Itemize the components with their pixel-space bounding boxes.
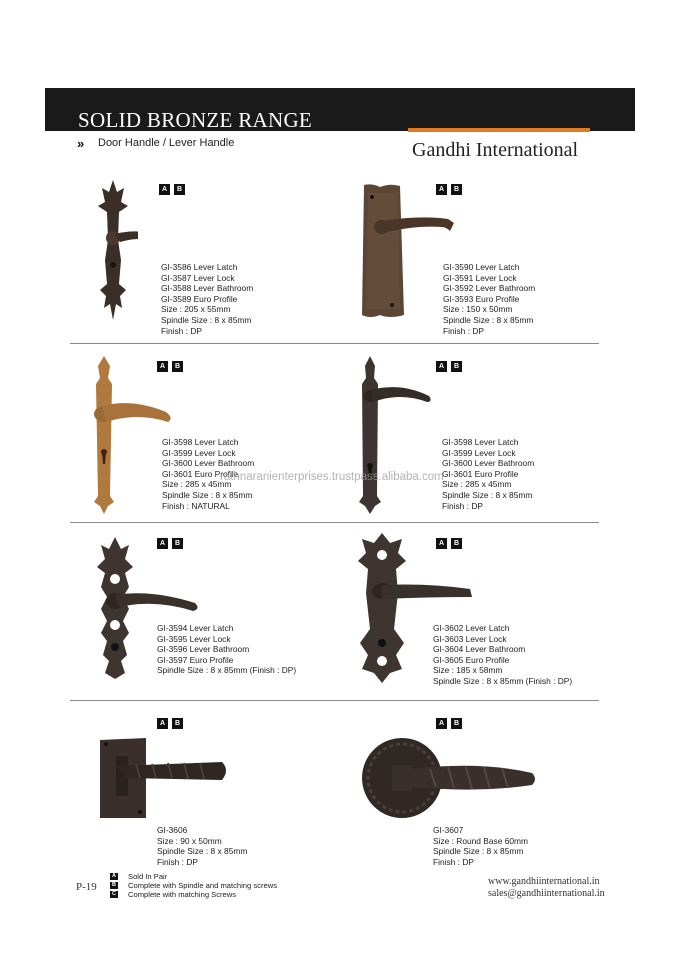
website-link[interactable]: www.gandhiinternational.in xyxy=(488,876,600,887)
badge-b: B xyxy=(451,361,462,372)
legend-note: A Sold In Pair xyxy=(112,872,168,881)
product-image-gi-3607 xyxy=(360,733,538,823)
product-spec: GI-3606 Size : 90 x 50mm Spindle Size : 8 x 85mm Finish : DP xyxy=(157,825,248,867)
row-divider xyxy=(70,700,599,701)
product-spec: GI-3598 Lever Latch GI-3599 Lever Lock GI-3600 Lever Bathroom GI-3601 Euro Profile Size : 285 x 45mm Spindle Size : 8 x 85mm Finish : DP xyxy=(442,437,535,511)
page-number: P-19 xyxy=(76,881,97,893)
section-subtitle: Door Handle / Lever Handle xyxy=(98,137,235,149)
product-spec: GI-3607 Size : Round Base 60mm Spindle Size : 8 x 85mm Finish : DP xyxy=(433,825,528,867)
contact-info xyxy=(488,876,605,900)
product-spec: GI-3594 Lever Latch GI-3595 Lever Lock GI-3596 Lever Bathroom GI-3597 Euro Profile Spindle Size : 8 x 85mm (Finish : DP) xyxy=(157,623,297,676)
chevron-right-icon: » xyxy=(77,136,83,151)
brand-name: Gandhi International xyxy=(412,139,579,161)
product-spec: GI-3590 Lever Latch GI-3591 Lever Lock GI-3592 Lever Bathroom GI-3593 Euro Profile Size : 150 x 50mm Spindle Size : 8 x 85mm Finish : DP xyxy=(443,262,536,336)
row-divider xyxy=(70,343,599,344)
badge-b: B xyxy=(174,184,185,195)
badge-a: A xyxy=(159,184,170,195)
email-link[interactable]: sales@gandhiinternational.in xyxy=(488,888,605,899)
product-spec: GI-3598 Lever Latch GI-3599 Lever Lock GI-3600 Lever Bathroom GI-3601 Euro Profile Size : 285 x 45mm Spindle Size : 8 x 85mm Finish : NATURAL xyxy=(162,437,255,511)
page-title: SOLID BRONZE RANGE xyxy=(78,108,313,132)
badge-a: A xyxy=(436,718,447,729)
legend-note: C Complete with matching Screws xyxy=(112,890,237,899)
badge-a: A xyxy=(157,361,168,372)
product-image-gi-3606 xyxy=(96,736,232,820)
watermark: rathnaranienterprises.trustpass.alibaba.com xyxy=(220,471,444,483)
badge-a: A xyxy=(157,718,168,729)
product-image-gi-3586 xyxy=(88,180,138,322)
badge-b: B xyxy=(451,184,462,195)
badge-b: B xyxy=(172,718,183,729)
badge-a: A xyxy=(436,361,447,372)
badge-b: B xyxy=(172,538,183,549)
row-divider xyxy=(70,522,599,523)
product-image-gi-3598-dp xyxy=(357,356,437,514)
accent-line xyxy=(408,128,590,132)
badge-a: A xyxy=(436,184,447,195)
badge-b: B xyxy=(451,538,462,549)
badge-a: A xyxy=(157,538,168,549)
product-spec: GI-3602 Lever Latch GI-3603 Lever Lock GI-3604 Lever Bathroom GI-3605 Euro Profile Size : 185 x 58mm Spindle Size : 8 x 85mm (Finish : DP) xyxy=(433,623,573,686)
badge-a: A xyxy=(436,538,447,549)
product-spec: GI-3586 Lever Latch GI-3587 Lever Lock GI-3588 Lever Bathroom GI-3589 Euro Profile Size : 205 x 55mm Spindle Size : 8 x 85mm Finish : DP xyxy=(161,262,254,336)
badge-b: B xyxy=(172,361,183,372)
legend-note: B Complete with Spindle and matching screws xyxy=(112,881,277,890)
badge-b: B xyxy=(451,718,462,729)
legend-notes xyxy=(110,872,277,899)
